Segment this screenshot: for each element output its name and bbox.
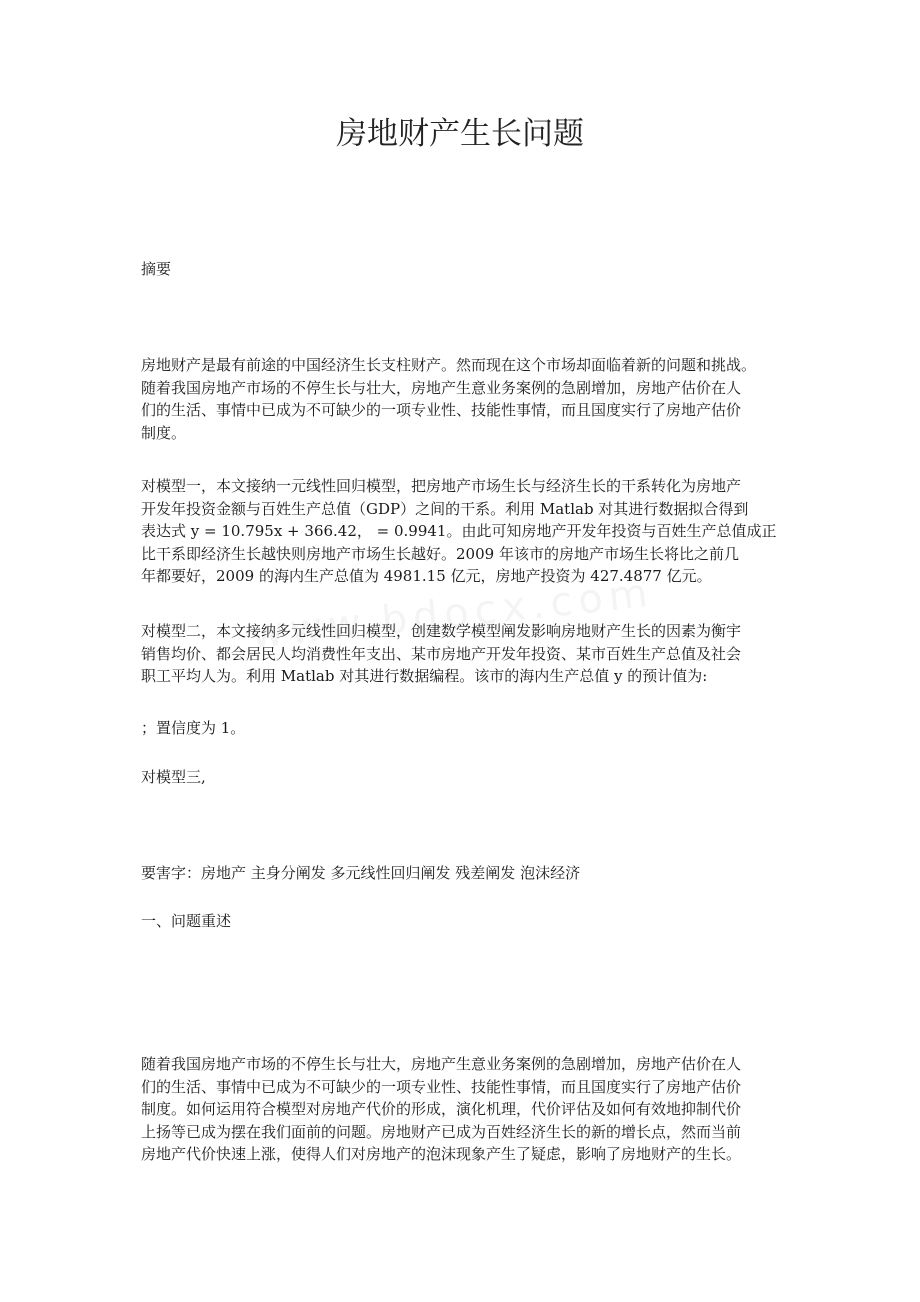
text-line: 开发年投资金额与百姓生产总值（GDP）之间的干系。利用 Matlab 对其进行数据拟合得到: [141, 499, 749, 518]
abstract-paragraph-2: [141, 475, 781, 588]
text-line: 们的生活、事情中已成为不可缺少的一项专业性、技能性事情，而且国度实行了房地产估价: [141, 401, 742, 420]
text-line: 对模型一，本文接纳一元线性回归模型，把房地产市场生长与经济生长的干系转化为房地产: [141, 477, 742, 495]
text-line: 年都要好，2009 的海内生产总值为 4981.15 亿元，房地产投资为 427.4877 亿元。: [141, 567, 712, 586]
text-line: 房地财产是最有前途的中国经济生长支柱财产。然而现在这个市场却面临着新的问题和挑战。: [141, 356, 757, 374]
text-line: 随着我国房地产市场的不停生长与壮大，房地产生意业务案例的急剧增加，房地产估价在人: [141, 378, 742, 397]
text-line: 表达式 y = 10.795x + 366.42， = 0.9941。由此可知房地产开发年投资与百姓生产总值成正: [141, 522, 777, 541]
section-heading: 一、问题重述: [141, 912, 232, 930]
text-line: 对模型二，本文接纳多元线性回归模型，创建数学模型阐发影响房地财产生长的因素为衡宇: [141, 622, 742, 640]
abstract-paragraph-3: [141, 620, 781, 688]
abstract-heading: 摘要: [141, 260, 172, 278]
text-line: 比干系即经济生长越快则房地产市场生长越好。2009 年该市的房地产市场生长将比之前几: [141, 544, 739, 563]
text-line: 制度。如何运用符合模型对房地产代价的形成，演化机理，代价评估及如何有效地抑制代价: [141, 1100, 742, 1119]
document-title: 房地财产生长问题: [336, 116, 584, 152]
section-paragraph-1: [141, 1053, 781, 1166]
text-line: 们的生活、事情中已成为不可缺少的一项专业性、技能性事情，而且国度实行了房地产估价: [141, 1077, 742, 1096]
text-line: 职工平均人为。利用 Matlab 对其进行数据编程。该市的海内生产总值 y 的预计值为:: [141, 667, 708, 686]
abstract-paragraph-1: [141, 354, 781, 444]
text-line: 销售均价、都会居民人均消费性年支出、某市房地产开发年投资、某市百姓生产总值及社会: [141, 644, 742, 663]
text-line: 制度。: [141, 423, 187, 442]
keywords: 要害字：房地产 主身分阐发 多元线性回归阐发 残差阐发 泡沫经济: [141, 864, 581, 882]
abstract-paragraph-4: ；置信度为 1。: [141, 719, 246, 737]
text-line: 房地产代价快速上涨，使得人们对房地产的泡沫现象产生了疑虑，影响了房地财产的生长。: [141, 1145, 742, 1164]
abstract-paragraph-5: 对模型三,: [141, 768, 206, 786]
text-line: 随着我国房地产市场的不停生长与壮大，房地产生意业务案例的急剧增加，房地产估价在人: [141, 1055, 742, 1073]
text-line: 上扬等已成为摆在我们面前的问题。房地财产已成为百姓经济生长的新的增长点，然而当前: [141, 1122, 742, 1141]
